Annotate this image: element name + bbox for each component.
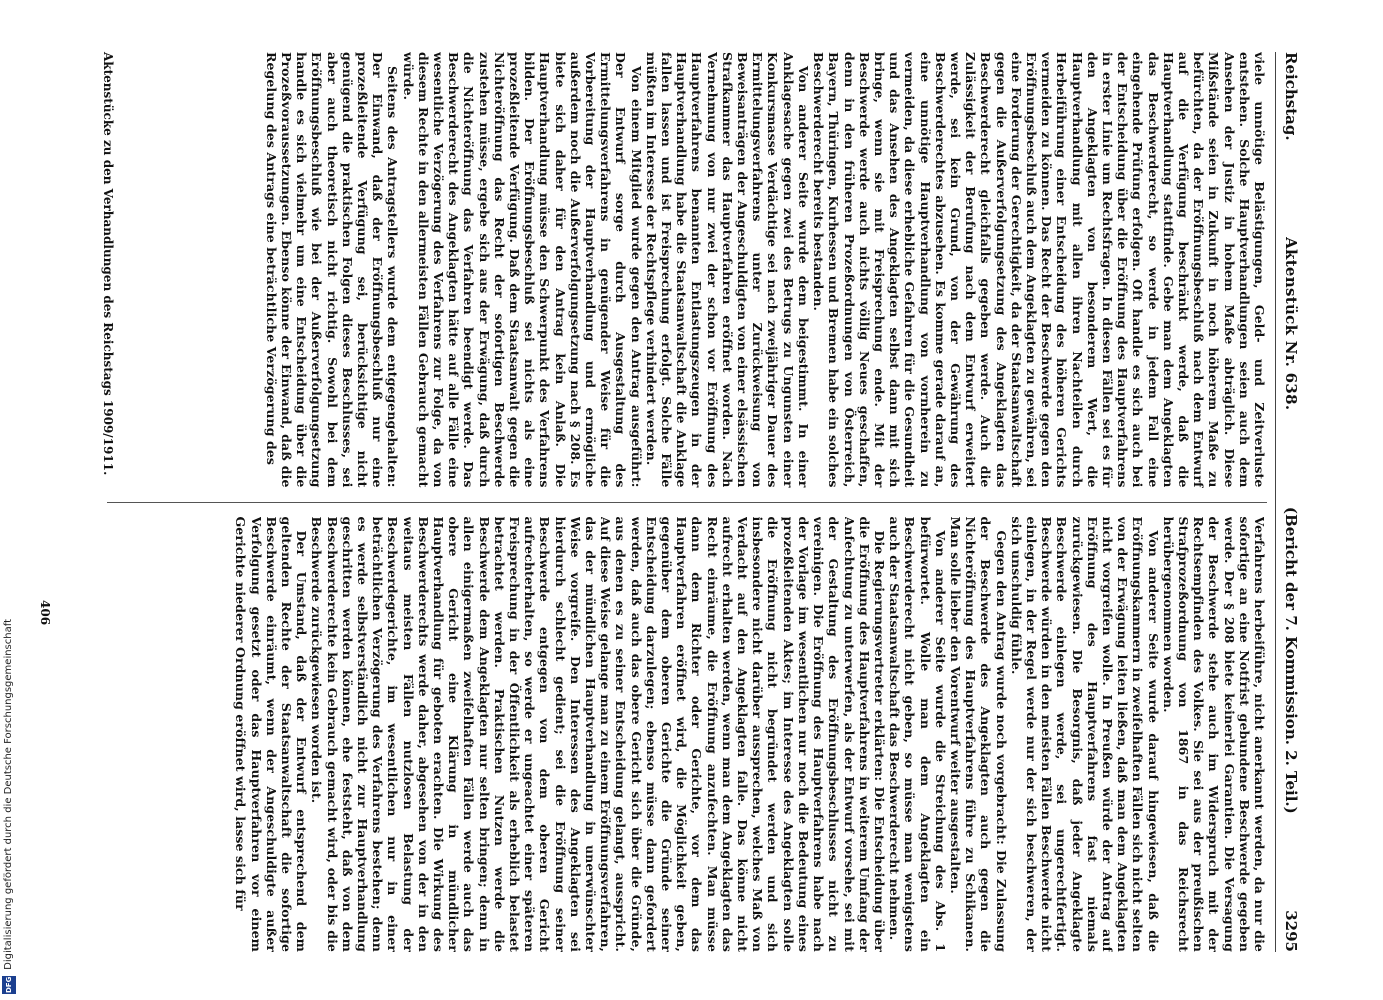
digitization-credit-strip bbox=[0, 0, 20, 1000]
paragraph: Von anderer Seite wurde die Streichung des Abs. 1 befürwortet. Wolle man dem Angeklagten ein Beschwerderecht nicht geben, so müsse man wenigstens auch der Staatsanwaltschaft das Beschwerderecht nehmen. bbox=[887, 516, 948, 952]
page-footer bbox=[101, 52, 115, 952]
header-subtitle: (Bericht der 7. Kommission. 2. Teil.) bbox=[1282, 506, 1300, 814]
page-header bbox=[1275, 52, 1300, 952]
paragraph: Von einem Mitglied wurde gegen den Antrag ausgeführt: Der Entwurf sorge durch Ausgestaltung des Ermittelungsverfahrens in genügender Weise für die Vorbereitung der Hauptverhandlung und ermögliche außerdem noch die Außerverfolgungsetzung nach § 208. Es biete sich daher für den Antrag kein Anlaß. Die Hauptverhandlung müsse den Schwerpunkt des Verfahrens bilden. Der Eröffnungsbeschluß sei nichts als eine prozeßleitende Verfügung. Daß dem Staatsanwalt gegen die Nichteröffnung das Recht der sofortigen Beschwerde zustehen müsse, ergebe sich aus der Erwägung, daß durch die Nichteröffnung das Verfahren beendigt werde. Das Beschwerderecht des Angeklagten hätte auf alle Fälle eine wesentliche Verzögerung des Verfahrens zur Folge, da von diesem Rechte in den allermeisten Fällen Gebrauch gemacht würde. bbox=[400, 52, 644, 488]
header-title: Aktenstück Nr. 638. bbox=[1282, 237, 1300, 411]
footer-source: Aktenstücke zu den Verhandlungen des Reichstags 1909/1911. bbox=[101, 52, 115, 476]
paragraph: Gegen den Antrag wurde noch vorgebracht: Die Zulassung der Beschwerde des Angeklagten auch gegen die Nichteröffnung des Hauptverfahrens führe zu Schikanen. Man solle lieber den Vorentwurf weiter ausgestalten. bbox=[947, 516, 1009, 952]
text-columns bbox=[107, 52, 1267, 952]
paragraph: Seitens des Antragstellers wurde dem entgegengehalten: Der Einwand, daß der Eröffnungsbeschluß nur eine prozeßleitende Verfügung sei, berücksichtige nicht genügend die praktischen Folgen dieses Beschlusses, sei aber auch theoretisch nicht richtig. Sowohl bei dem Eröffnungsbeschluß wie bei der Außerverfolgungsetzung handle es sich vielmehr um eine Entscheidung über die Prozeßvoraussetzungen. Ebenso könne der Einwand, daß die Regelung des Antrags eine beträchtliche Verzögerung des bbox=[263, 52, 401, 488]
paragraph: Verfahrens herbeiführe, nicht anerkannt werden, da nur die sofortige an eine Notfrist gebundene Beschwerde gegeben werde. Der § 208 biete keinerlei Garantien. Die Versagung der Beschwerde stehe auch im Widerspruch mit der Rechtsempfinden des Volkes. Sie sei aus der preußischen Strafprozeßordnung von 1867 in das Reichsrecht herübergenommen worden. bbox=[1160, 516, 1267, 952]
paragraph: Von anderer Seite wurde darauf hingewiesen, daß die Eröffnungskammern in zweifelhaften Fällen sich nicht selten von der Erwägung leiten ließen, daß man dem Angeklagten nicht vorgreifen wolle. In Preußen würde der Antrag auf Eröffnung des Hauptverfahrens fast niemals zurückgewiesen. Die Besorgnis, daß jeder Angeklagte Beschwerde einlegen werde, sei ungerechtfertigt. Beschwerde würden in den meisten Fällen Beschwerde nicht einlegen, in der Regel werde nur der sich beschweren, der sich unschuldig fühle. bbox=[1008, 516, 1161, 952]
paragraph: Der Umstand, daß der Entwurf entsprechend dem geltenden Rechte der Staatsanwaltschaft die sofortige Beschwerde einräumt, wenn der Angeschuldigte außer Verfolgung gesetzt oder das Hauptverfahren vor einem Gerichte niederer Ordnung eröffnet wird, lasse sich für bbox=[233, 516, 310, 952]
footer-page-number: 406 bbox=[38, 600, 52, 626]
column-divider bbox=[107, 502, 1267, 503]
page-content-rotated bbox=[18, 0, 1340, 1000]
header-page-number: 3295 bbox=[1282, 910, 1300, 952]
text-column-right bbox=[107, 517, 1267, 953]
scanned-page bbox=[18, 0, 1383, 1000]
dfg-logo: DFG bbox=[2, 976, 16, 994]
digitization-credit-text: Digitalisierung gefördert durch die Deutsche Forschungsgemeinschaft bbox=[3, 619, 14, 970]
header-left: Reichstag. bbox=[1282, 52, 1300, 141]
paragraph: Die Regierungsvertreter erklärten: Die Entscheidung über die Eröffnung des Hauptverfahrens in weiterem Umfang der Anfechtung zu unterwerfen, als der Entwurf vorsehe, sei mit der Gestaltung des Eröffnungsbeschlusses nicht zu vereinigen. Die Eröffnung des Hauptverfahrens habe nach der Vorlage im wesentlichen nur noch die Bedeutung eines prozeßleitenden Aktes; im Interesse des Angeklagten solle die Eröffnung nicht begründet werden und sich insbesondere nicht darüber aussprechen, welches Maß von Verdacht auf den Angeklagten falle. Das könne nicht aufrecht erhalten werden, wenn man dem Angeklagten das Recht einräume, die Eröffnung anzufechten. Man müsse dann dem Richter oder Gerichte, vor dem das Hauptverfahren eröffnet wird, die Möglichkeit geben, gegenüber dem oberen Gerichte die Gründe seiner Entscheidung darzulegen; ebenso müsse dann gefordert werden, daß auch das obere Gericht sich über die Gründe, aus denen es zu seiner Entscheidung gelangt, ausspricht. Auf diese Weise gelange man zu einem Eröffnungsverfahren, das der mündlichen Hauptverhandlung in unerwünschter Weise vorgreife. Den Interessen des Angeklagten sei hierdurch schlecht gedient; sei die Eröffnung seiner Beschwerde entgegen von dem oberen Gericht aufrechterhalten, so werde er ungeachtet einer späteren Freisprechung in der Öffentlichkeit als erheblich belastet betrachtet werden. Praktischen Nutzen werde die Beschwerde dem Angeklagten nur selten bringen; denn in allen einigermaßen zweifelhaften Fällen werde auch das obere Gericht eine Klärung in mündlicher Hauptverhandlung für geboten erachten. Die Wirkung des Beschwerderechts werde daher, abgesehen von der in den weitaus meisten Fällen nutzlosen Belastung der Beschwerdegerichte, im wesentlichen nur in einer beträchtlichen Verzögerung des Verfahrens bestehen; denn es werde selbstverständlich nicht zur Hauptverhandlung geschritten werden können, ehe feststeht, daß von dem Beschwerderechte kein Gebrauch gemacht wird, oder bis die Beschwerde zurückgewiesen worden ist. bbox=[309, 516, 887, 952]
text-column-left bbox=[107, 52, 1267, 488]
paragraph: viele unnötige Belästigungen, Geld- und Zeitverluste entstehen. Solche Hauptverhandlungen seien auch dem Ansehen der Justiz in hohem Maße abträglich. Diese Mißstände seien in Zukunft in noch höherem Maße zu befürchten, da der Eröffnungsbeschluß nach dem Entwurf auf die Verfügung beschränkt werde, daß die Hauptverhandlung stattfinde. Gebe man dem Angeklagten das Beschwerderecht, so werde in jedem Fall eine eingehende Prüfung erfolgen. Oft handle es sich auch bei der Entscheidung über die Eröffnung des Hauptverfahrens in erster Linie um Rechtsfragen. In diesen Fällen sei es für den Angeklagten von besonderem Wert, die Hauptverhandlung mit allen ihren Nachteilen durch Herbeiführung einer Entscheidung des höheren Gerichts vermeiden zu können. Das Recht der Beschwerde gegen den Eröffnungsbeschluß auch dem Angeklagten zu gewähren, sei eine Forderung der Gerechtigkeit, da der Staatsanwaltschaft gegen die Außerverfolgungsetzung des Angeklagten das Beschwerderecht gleichfalls gegeben werde. Auch die Zulässigkeit der Berufung nach dem Entwurf erweitert werde, sei kein Grund, von der Gewährung des Beschwerderechtes abzusehen. Es komme gerade darauf an, eine unnötige Hauptverhandlung von vornherein zu vermeiden, da diese erhebliche Gefahren für die Gesundheit und das Ansehen des Angeklagten selbst dann mit sich bringe, wenn sie mit Freisprechung ende. Mit der Beschwerde werde auch nichts völlig Neues geschaffen, denn in den früheren Prozeßordnungen von Österreich, Bayern, Thüringen, Kurhessen und Bremen habe ein solches Beschwerderecht bereits bestanden. bbox=[811, 52, 1267, 488]
paragraph: Von anderer Seite wurde dem beigestimmt. In einer Anklagesache gegen zwei des Betrugs zu Ungunsten einer Konkursmasse Verdächtige sei nach zweijähriger Dauer des Ermittelungsverfahrens unter Zurückweisung von Beweisanträgen der Angeschuldigten von einer elsässischen Strafkammer das Hauptverfahren eröffnet worden. Nach Vernehmung von nur zwei der schon vor Eröffnung des Hauptverfahrens benannten Entlastungszeugen in der Hauptverhandlung habe die Staatsanwaltschaft die Anklage fallen lassen und ist Freisprechung erfolgt. Solche Fälle müßten im Interesse der Rechtspflege verhindert werden. bbox=[643, 52, 811, 488]
